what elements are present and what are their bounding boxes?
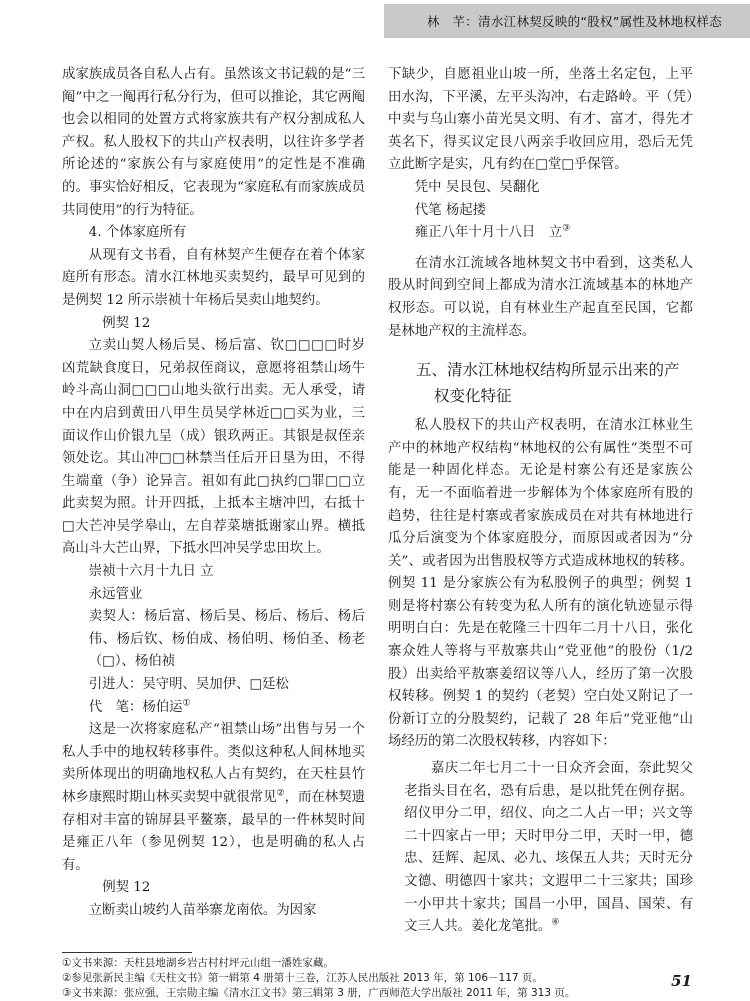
page-number: 51	[671, 972, 692, 990]
contract-body: 立断卖山坡约人苗举寨龙南依。为因家	[88, 902, 317, 918]
subsection-heading: 4. 个体家庭所有	[88, 225, 187, 241]
contract-witness: 凭中 吴艮包、吴翻化	[414, 179, 540, 195]
example-title: 例契 12	[102, 880, 151, 896]
footnote-ref: ①	[182, 698, 191, 709]
contract-introducers: 引进人：吴守明、吴加伊、□廷松	[88, 677, 289, 693]
contract-note: 永远管业	[88, 586, 143, 602]
footnote-3: ③文书来源：张应强，王宗勋主编《清水江文书》第三辑第 3 册，广西师范大学出版社 2011 年，第 313 页。	[62, 987, 576, 999]
right-column	[388, 64, 693, 939]
footnote-rule	[62, 952, 192, 953]
contract-body: 下缺少，自愿祖业山坡一所，坐落土名定包，上平田水沟，下平溪，左平头沟冲，右走路岭。平（凭）中卖与乌山寨小苗光昊文明、有才、富才，得先才英名下，得买议定艮八两亲手收回应用，恐后无凭立此断字是实，凡有约在□堂□乎保管。	[388, 67, 693, 173]
contract-sellers: 卖契人：杨后富、杨后昊、杨后、杨后、杨后伟、杨后钦、杨伯成、杨伯明、杨伯圣、杨老（□）、杨伯祯	[88, 609, 365, 670]
paragraph: 成家族成员各自私人占有。虽然该文书记载的是“三阄”中之一阄再行私分行为，但可以推论，其它两阄也会以相同的处置方式将家族共有产权分割成私人产权。私人股权下的共山产权表明，以往许多学者所论述的“家族公有与家庭使用”的定性是不准确的。事实恰好相反，它表现为“家庭私有而家族成员共同使用”的行为特征。	[62, 67, 365, 218]
paragraph: 在清水江流域各地林契文书中看到，这类私人股从时间到空间上都成为清水江流域基本的林地产权形态。可以说，自有林业生产起直至民国，它都是林地产权的主流样态。	[388, 255, 693, 339]
paragraph: 从现有文书看，自有林契产生便存在着个体家庭所有形态。清水江林地买卖契约，最早可见到的是例契 12 所示崇祯十年杨后昊卖山地契约。	[62, 247, 365, 308]
example-title: 例契 12	[102, 315, 151, 331]
contract-scribe: 代 笔：杨伯运①	[88, 698, 191, 715]
footnote-ref: ③	[562, 223, 571, 234]
footnote-ref: ②	[276, 788, 285, 799]
contract-date: 雍正八年十月十八日 立③	[414, 223, 571, 241]
contract-scribe: 代笔 杨起搂	[414, 202, 487, 218]
running-title: 林 芊：清水江林契反映的“股权”属性及林地权样态	[426, 14, 722, 29]
block-quote: 嘉庆二年七月二十一日众齐会面，奈此契父老指头目在名，恐有后患，是以批凭在例存据。绍仪甲分二甲，绍仪、向之二人占一甲；兴文等二十四家占一甲；天时甲分二甲，天时一甲，德忠、廷辉、起凤、必九、垓保五人共；天时无分文德、明德四十家共；文遐甲二十三家共；国珍一小甲共十家共；国昌一小甲，国昌、国荣、有文三人共。姜化龙笔批。④	[404, 761, 693, 935]
footnote-ref: ④	[551, 917, 560, 928]
contract-body: 立卖山契人杨后昊、杨后富、钦□□□□时岁凶荒缺食度日，兄弟叔侄商议，意愿将祖禁山场牛岭斗高山洞□□□山地头欲行出卖。无人承受，请中在内启到黄田八甲生员吴学林近□□买为业，三面议作山价银九呈（成）银玖两正。其银是叔侄亲领处讫。其山冲□□林禁当任后开日垦为田，不得生端童（争）论异言。祖如有此□执约□罪□□立此卖契为照。计开四抵，上抵本主塘冲凹，右抵十□大芒冲吴学皋山，左自荐菜塘抵谢家山界。横抵高山斗大芒山界，下抵水凹冲吴学忠田坎上。	[62, 338, 365, 557]
left-column	[62, 64, 365, 923]
running-header	[0, 0, 750, 42]
contract-date: 崇祯十六月十九日 立	[88, 564, 214, 580]
section-heading: 五、清水江林地权结构所显示出来的产 权变化特征	[416, 361, 680, 406]
footnote-1: ①文书来源：天柱县地湖乡岩古村村坪元山组一潘姓家藏。	[62, 957, 334, 969]
paragraph: 这是一次将家庭私产“祖禁山场”出售与另一个私人手中的地权转移事件。类似这种私人间林地买卖所体现出的明确地权私人占有契约，在天柱县竹林乡康熙时期山林买卖契中就很常见②，而在林契遗存相对丰富的锦屏县平鳌寨，最早的一件林契时间是雍正八年（参见例契 12），也是明确的私人占有。	[62, 722, 366, 873]
paragraph: 私人股权下的共山产权表明，在清水江林业生产中的林地产权结构“林地权的公有属性”类型不可能是一种固化样态。无论是村寨公有还是家族公有，无一不面临着进一步解体为个体家庭所有股的趋势，往往是村寨或者家族成员在对共有林地进行瓜分后演变为个体家庭股分，而原因或者因为“分关”、或者因为出售股权等方式造成林地权的转移。例契 11 是分家族公有为私股例子的典型；例契 1 则是将村寨公有转变为私人所有的演化轨迹显示得明明白白：先是在乾隆三十四年二月十八日，张化寨众姓人等将与平敖寨共山“党亚他”的股份（1/2 股）出卖给平敖寨姜绍议等八人，经历了第一次股权转移。例契 1 的契约（老契）空白处又附记了一份新订立的分股契约，记载了 28 年后“党亚他”山场经历的第二次股权转移，内容如下：	[388, 418, 693, 750]
footnote-2: ②参见张新民主编《天柱文书》第一辑第 4 册第十三卷，江苏人民出版社 2013 年，第 106－117 页。	[62, 972, 543, 984]
